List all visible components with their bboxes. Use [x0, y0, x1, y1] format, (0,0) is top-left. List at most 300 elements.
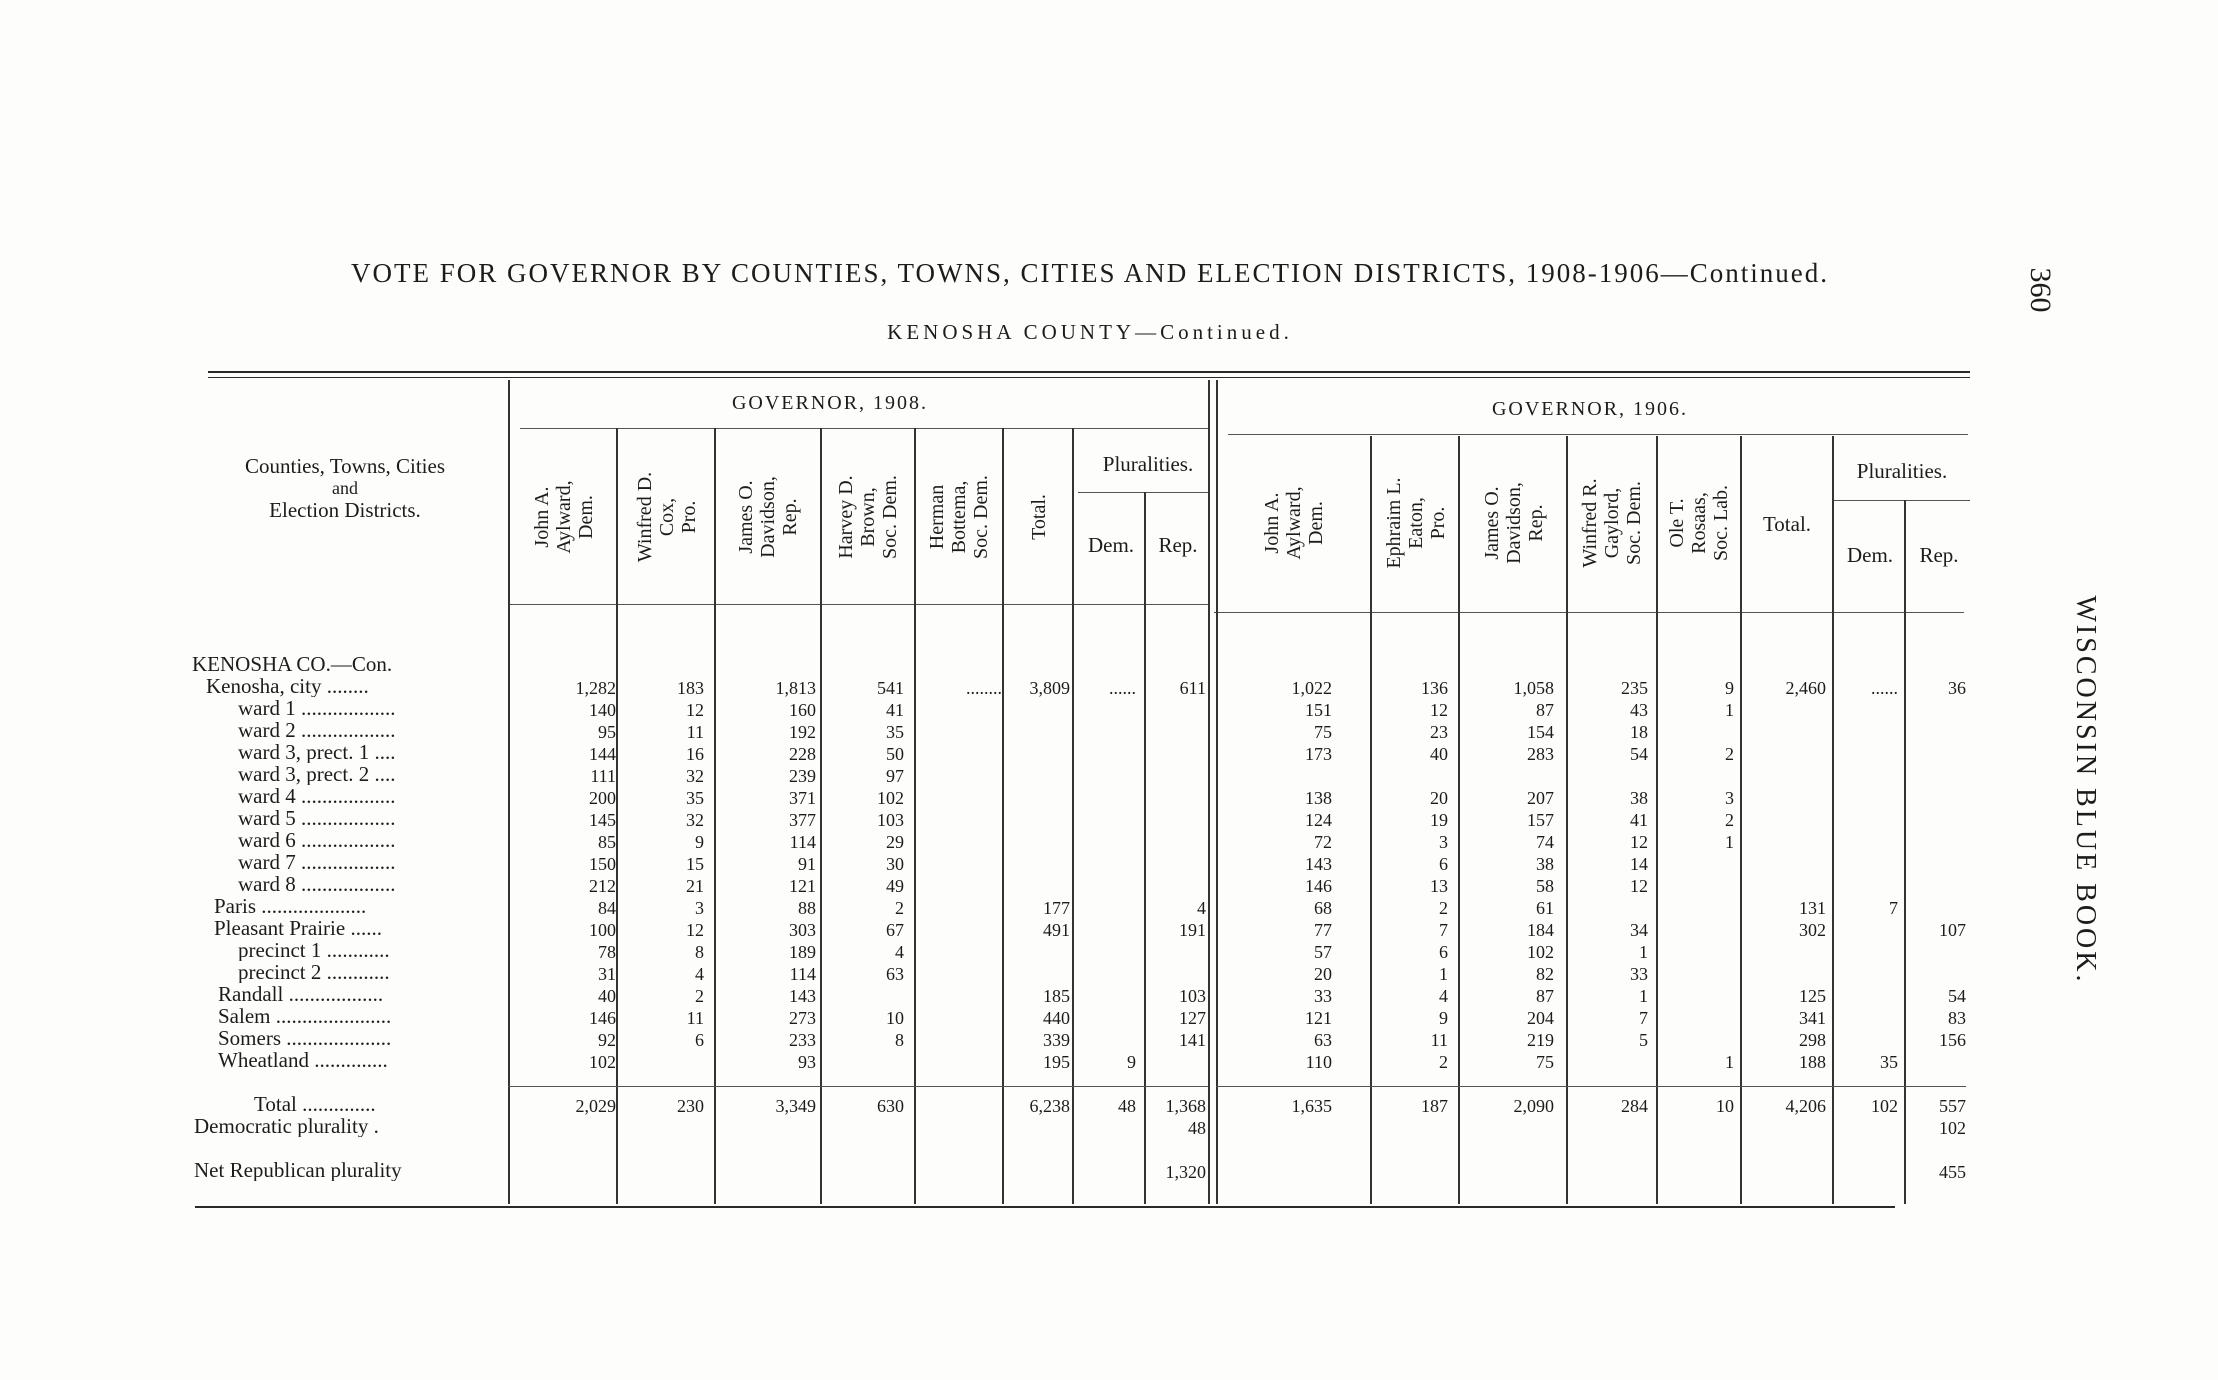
- column-header-1908: [512, 432, 616, 602]
- table-cell: 9: [1439, 1008, 1448, 1028]
- table-cell: 207: [1527, 788, 1554, 808]
- table-cell: [1834, 831, 1898, 853]
- table-cell: 177: [1043, 898, 1070, 918]
- table-cell: [1834, 963, 1898, 985]
- running-head: WISCONSIN BLUE BOOK.: [2070, 595, 2101, 985]
- table-cell: 48: [1118, 1096, 1136, 1116]
- table-cell: [1742, 809, 1826, 831]
- table-cell: [916, 897, 1002, 919]
- table-cell: [916, 721, 1002, 743]
- table-cell: 233: [789, 1030, 816, 1050]
- table-cell: 103: [877, 810, 904, 830]
- table-cell: 6,238: [1029, 1096, 1070, 1116]
- table-cell: [1834, 1161, 1898, 1183]
- table-cell: 1: [1439, 964, 1448, 984]
- table-cell: [1834, 985, 1898, 1007]
- table-cell: 8: [895, 1030, 904, 1050]
- table-cell: 100: [589, 920, 616, 940]
- column-header-1908-line: Dem.: [575, 495, 597, 539]
- stub-header: [195, 455, 495, 521]
- table-cell: [822, 655, 904, 677]
- table-cell: 77: [1314, 920, 1332, 940]
- total-rule: [1216, 1086, 1966, 1087]
- table-cell: 1: [1639, 942, 1648, 962]
- stub-header-line: Election Districts.: [269, 498, 421, 522]
- table-cell: [1454, 1161, 1554, 1183]
- table-cell: 6: [1439, 942, 1448, 962]
- table-cell: [916, 1117, 1002, 1139]
- table-cell: 38: [1630, 788, 1648, 808]
- table-cell: 61: [1536, 898, 1554, 918]
- table-cell: 19: [1430, 810, 1448, 830]
- table-cell: 12: [686, 700, 704, 720]
- table-cell: 67: [886, 920, 904, 940]
- column-header-1906-line: Aylward,: [1283, 486, 1305, 560]
- table-cell: [1834, 941, 1898, 963]
- table-cell: [1834, 875, 1898, 897]
- table-cell: 18: [1630, 722, 1648, 742]
- table-cell: 189: [789, 942, 816, 962]
- column-rule: [508, 380, 510, 1204]
- table-cell: 31: [598, 964, 616, 984]
- table-cell: [1076, 787, 1136, 809]
- table-cell: [1004, 1161, 1070, 1183]
- table-cell: 377: [789, 810, 816, 830]
- column-header-1906: [1568, 438, 1656, 608]
- table-cell: 273: [789, 1008, 816, 1028]
- table-cell: 5: [1639, 1030, 1648, 1050]
- column-header-1906-line: Soc. Dem.: [1623, 481, 1645, 565]
- table-cell: [620, 655, 704, 677]
- table-cell: 156: [1939, 1030, 1966, 1050]
- table-cell: 2: [895, 898, 904, 918]
- table-cell: 68: [1314, 898, 1332, 918]
- column-rule: [1216, 380, 1218, 1204]
- table-cell: 114: [789, 832, 816, 852]
- table-cell: 2,460: [1785, 678, 1826, 698]
- group-header-1908: GOVERNOR, 1908.: [731, 392, 929, 414]
- table-cell: [1834, 699, 1898, 721]
- column-header-1908-line: Herman: [926, 484, 948, 550]
- table-cell: [1834, 809, 1898, 831]
- row-label: Democratic plurality .: [194, 1115, 379, 1137]
- table-cell: [1654, 853, 1734, 875]
- table-cell: [1560, 655, 1648, 677]
- row-label: precinct 2 ............: [238, 961, 390, 983]
- table-cell: [1004, 941, 1070, 963]
- table-cell: [1004, 809, 1070, 831]
- row-label: ward 6 ..................: [238, 829, 396, 851]
- table-cell: 491: [1043, 920, 1070, 940]
- table-cell: 6: [695, 1030, 704, 1050]
- table-cell: [1004, 765, 1070, 787]
- table-cell: [1140, 787, 1206, 809]
- table-cell: [1076, 655, 1136, 677]
- table-cell: 40: [598, 986, 616, 1006]
- column-header-1908-line: Davidson,: [757, 476, 779, 558]
- column-header-1908-line: Harvey D.: [835, 475, 857, 559]
- table-cell: [1906, 875, 1966, 897]
- table-cell: [1834, 743, 1898, 765]
- table-cell: 35: [1880, 1052, 1898, 1072]
- table-cell: [1140, 941, 1206, 963]
- table-cell: 95: [598, 722, 616, 742]
- table-cell: 58: [1536, 876, 1554, 896]
- table-cell: ........: [966, 678, 1002, 698]
- table-cell: 20: [1314, 964, 1332, 984]
- table-cell: 136: [1421, 678, 1448, 698]
- table-cell: [1906, 655, 1966, 677]
- stub-header-line: Counties, Towns, Cities: [245, 454, 445, 478]
- table-cell: 50: [886, 744, 904, 764]
- table-cell: 283: [1527, 744, 1554, 764]
- column-header-1908-line: Brown,: [857, 487, 879, 547]
- table-cell: [1654, 875, 1734, 897]
- table-cell: 1,282: [575, 678, 616, 698]
- table-cell: [1140, 853, 1206, 875]
- table-cell: 146: [589, 1008, 616, 1028]
- column-header-1906-line: Rosaas,: [1688, 492, 1710, 554]
- table-cell: 9: [1725, 678, 1734, 698]
- table-cell: [1220, 1161, 1332, 1183]
- table-cell: 557: [1939, 1096, 1966, 1116]
- table-cell: [1076, 1007, 1136, 1029]
- table-cell: 125: [1799, 986, 1826, 1006]
- column-header-1906-line: James O.: [1481, 486, 1503, 560]
- table-cell: [1004, 1117, 1070, 1139]
- table-cell: 4,206: [1785, 1096, 1826, 1116]
- column-header-1908-line: Pro.: [678, 500, 700, 534]
- table-cell: [822, 1051, 904, 1073]
- table-cell: [1076, 721, 1136, 743]
- table-cell: 97: [886, 766, 904, 786]
- table-cell: 611: [1179, 678, 1206, 698]
- top-rule-2: [208, 377, 1970, 378]
- column-header-1908: [716, 432, 820, 602]
- table-cell: [1140, 831, 1206, 853]
- table-cell: 154: [1527, 722, 1554, 742]
- group-rule-1906: [1228, 434, 1968, 435]
- table-cell: 2: [1439, 898, 1448, 918]
- table-cell: 8: [695, 942, 704, 962]
- table-cell: 2: [1725, 744, 1734, 764]
- table-cell: 7: [1889, 898, 1898, 918]
- table-cell: 88: [798, 898, 816, 918]
- table-cell: 41: [886, 700, 904, 720]
- table-cell: [1076, 853, 1136, 875]
- page-number: 360: [2024, 267, 2057, 313]
- table-cell: 212: [589, 876, 616, 896]
- table-cell: 1: [1725, 832, 1734, 852]
- row-label: precinct 1 ............: [238, 939, 390, 961]
- table-cell: [1654, 1117, 1734, 1139]
- table-cell: [716, 1161, 816, 1183]
- pluralities-header-1906: Pluralities.: [1856, 459, 1948, 483]
- table-cell: [1906, 853, 1966, 875]
- table-cell: [1654, 1161, 1734, 1183]
- column-header-1906-line: Ephraim L.: [1383, 477, 1405, 569]
- table-cell: [916, 853, 1002, 875]
- table-cell: 1,058: [1513, 678, 1554, 698]
- table-cell: [1834, 1029, 1898, 1051]
- table-cell: 12: [1430, 700, 1448, 720]
- table-cell: [1004, 655, 1070, 677]
- table-cell: 195: [1043, 1052, 1070, 1072]
- table-cell: [1140, 963, 1206, 985]
- pluralities-rule-1906: [1834, 500, 1970, 501]
- table-cell: [916, 875, 1002, 897]
- table-cell: [1140, 699, 1206, 721]
- table-cell: [916, 919, 1002, 941]
- table-cell: 48: [1188, 1118, 1206, 1138]
- table-cell: [1742, 941, 1826, 963]
- table-cell: [1906, 1051, 1966, 1073]
- table-cell: 303: [789, 920, 816, 940]
- table-cell: [1004, 963, 1070, 985]
- table-cell: [620, 1051, 704, 1073]
- row-label: Somers ....................: [218, 1027, 392, 1049]
- table-cell: [1906, 941, 1966, 963]
- table-cell: [1742, 655, 1826, 677]
- table-cell: [1834, 765, 1898, 787]
- table-cell: 40: [1430, 744, 1448, 764]
- column-header-1908-line: Aylward,: [553, 480, 575, 554]
- row-label: Randall ..................: [218, 983, 384, 1005]
- table-cell: [1906, 831, 1966, 853]
- table-cell: [1140, 809, 1206, 831]
- stub-header-line: and: [332, 478, 358, 498]
- table-cell: [1742, 787, 1826, 809]
- table-cell: 10: [886, 1008, 904, 1028]
- table-cell: 43: [1630, 700, 1648, 720]
- table-cell: 13: [1430, 876, 1448, 896]
- row-label: ward 4 ..................: [238, 785, 396, 807]
- table-cell: 38: [1536, 854, 1554, 874]
- table-cell: 1,320: [1165, 1162, 1206, 1182]
- table-cell: 102: [1527, 942, 1554, 962]
- table-cell: 2,029: [575, 1096, 616, 1116]
- table-cell: 1,368: [1165, 1096, 1206, 1116]
- table-cell: [1742, 831, 1826, 853]
- table-cell: 219: [1527, 1030, 1554, 1050]
- table-cell: 75: [1536, 1052, 1554, 1072]
- table-cell: 143: [789, 986, 816, 1006]
- table-cell: 339: [1043, 1030, 1070, 1050]
- table-cell: 33: [1630, 964, 1648, 984]
- table-cell: 121: [1305, 1008, 1332, 1028]
- table-cell: [1654, 985, 1734, 1007]
- table-cell: [1340, 1161, 1448, 1183]
- table-cell: [1654, 919, 1734, 941]
- header-bottom-rule-1906: [1214, 612, 1964, 613]
- table-cell: [1654, 1007, 1734, 1029]
- column-header-1908-line: James O.: [735, 480, 757, 554]
- table-cell: 4: [695, 964, 704, 984]
- table-cell: [1004, 831, 1070, 853]
- table-cell: [1454, 765, 1554, 787]
- total-rule: [508, 1086, 1208, 1087]
- row-label: Wheatland ..............: [218, 1049, 388, 1071]
- table-cell: 6: [1439, 854, 1448, 874]
- table-cell: 41: [1630, 810, 1648, 830]
- table-cell: [1076, 919, 1136, 941]
- table-cell: [1906, 787, 1966, 809]
- table-cell: 63: [886, 964, 904, 984]
- table-cell: [1454, 655, 1554, 677]
- table-cell: 102: [589, 1052, 616, 1072]
- table-cell: 239: [789, 766, 816, 786]
- table-cell: 20: [1430, 788, 1448, 808]
- table-cell: [1076, 963, 1136, 985]
- column-header-1908-line: Total.: [1028, 494, 1050, 540]
- table-cell: 188: [1799, 1052, 1826, 1072]
- column-header-1908-line: Rep.: [779, 498, 801, 536]
- table-cell: 84: [598, 898, 616, 918]
- table-cell: 160: [789, 700, 816, 720]
- table-cell: 298: [1799, 1030, 1826, 1050]
- column-header-1908-line: Soc. Dem.: [879, 475, 901, 559]
- table-cell: [1340, 765, 1448, 787]
- table-cell: 2: [1725, 810, 1734, 830]
- page-subtitle: KENOSHA COUNTY—Continued.: [887, 320, 1293, 344]
- table-cell: 7: [1439, 920, 1448, 940]
- row-label: Salem ......................: [218, 1005, 392, 1027]
- table-cell: 32: [686, 766, 704, 786]
- table-cell: 341: [1799, 1008, 1826, 1028]
- table-cell: 1,022: [1291, 678, 1332, 698]
- table-cell: 63: [1314, 1030, 1332, 1050]
- table-cell: [1834, 919, 1898, 941]
- table-cell: 9: [695, 832, 704, 852]
- table-cell: [1220, 655, 1332, 677]
- table-cell: [620, 1117, 704, 1139]
- table-cell: 2: [1439, 1052, 1448, 1072]
- pluralities-header-1908: Pluralities.: [1102, 452, 1194, 476]
- table-cell: [1560, 1161, 1648, 1183]
- row-label: ward 7 ..................: [238, 851, 396, 873]
- table-cell: [1834, 1007, 1898, 1029]
- column-rule: [1208, 380, 1210, 1204]
- table-cell: [1076, 743, 1136, 765]
- table-cell: 183: [677, 678, 704, 698]
- table-cell: [1076, 985, 1136, 1007]
- table-cell: 151: [1305, 700, 1332, 720]
- table-cell: [1076, 1117, 1136, 1139]
- row-label: ward 5 ..................: [238, 807, 396, 829]
- column-header-1906: [1658, 438, 1740, 608]
- table-cell: [916, 1161, 1002, 1183]
- table-cell: 83: [1948, 1008, 1966, 1028]
- table-cell: [1076, 809, 1136, 831]
- row-label: ward 2 ..................: [238, 719, 396, 741]
- table-cell: 12: [1630, 876, 1648, 896]
- table-cell: 92: [598, 1030, 616, 1050]
- column-rule: [1072, 428, 1074, 1204]
- table-cell: [1340, 655, 1448, 677]
- column-header-1908: [620, 432, 714, 602]
- table-cell: [1076, 1161, 1136, 1183]
- table-cell: 150: [589, 854, 616, 874]
- table-cell: 110: [1305, 1052, 1332, 1072]
- table-cell: [716, 1117, 816, 1139]
- column-header-1908-line: John A.: [531, 486, 553, 548]
- table-cell: [916, 1051, 1002, 1073]
- table-cell: 102: [1871, 1096, 1898, 1116]
- table-cell: [1076, 1029, 1136, 1051]
- table-cell: 15: [686, 854, 704, 874]
- row-label: KENOSHA CO.—Con.: [192, 653, 393, 675]
- table-cell: [1834, 787, 1898, 809]
- table-cell: [1004, 743, 1070, 765]
- table-cell: 184: [1527, 920, 1554, 940]
- table-cell: 29: [886, 832, 904, 852]
- table-cell: [1834, 655, 1898, 677]
- table-cell: [1560, 1117, 1648, 1139]
- table-cell: [916, 963, 1002, 985]
- table-cell: [1906, 721, 1966, 743]
- table-cell: 36: [1948, 678, 1966, 698]
- table-cell: 87: [1536, 986, 1554, 1006]
- page-title: VOTE FOR GOVERNOR BY COUNTIES, TOWNS, CITIES AND ELECTION DISTRICTS, 1908-1906—Continued.: [351, 258, 1829, 288]
- table-cell: [1340, 1117, 1448, 1139]
- table-cell: [1742, 853, 1826, 875]
- table-cell: 10: [1716, 1096, 1734, 1116]
- table-cell: [620, 1161, 704, 1183]
- table-cell: [1654, 655, 1734, 677]
- column-header-1906-line: Gaylord,: [1601, 487, 1623, 559]
- table-cell: [1742, 875, 1826, 897]
- table-cell: 235: [1621, 678, 1648, 698]
- table-cell: 1,813: [775, 678, 816, 698]
- table-cell: [1742, 765, 1826, 787]
- table-cell: [1560, 897, 1648, 919]
- table-cell: 1: [1725, 1052, 1734, 1072]
- table-cell: [1560, 1051, 1648, 1073]
- table-cell: 284: [1621, 1096, 1648, 1116]
- table-cell: [1076, 699, 1136, 721]
- table-cell: 185: [1043, 986, 1070, 1006]
- table-cell: 87: [1536, 700, 1554, 720]
- row-label: Kenosha, city ........: [206, 675, 369, 697]
- pluralities-rule-1908: [1078, 492, 1208, 493]
- table-cell: [1076, 765, 1136, 787]
- table-cell: 2,090: [1513, 1096, 1554, 1116]
- table-cell: [916, 765, 1002, 787]
- table-cell: [1834, 853, 1898, 875]
- row-label: ward 1 ..................: [238, 697, 396, 719]
- table-cell: 3: [1725, 788, 1734, 808]
- table-cell: 145: [589, 810, 616, 830]
- table-cell: [1654, 721, 1734, 743]
- table-cell: [916, 1095, 1002, 1117]
- column-header-1906-line: Pro.: [1427, 506, 1449, 540]
- column-header-1908-line: Cox,: [656, 497, 678, 537]
- bottom-rule: [195, 1206, 1895, 1208]
- table-cell: 455: [1939, 1162, 1966, 1182]
- table-cell: 11: [1430, 1030, 1448, 1050]
- table-cell: 11: [686, 722, 704, 742]
- column-header-1908-line: Winfred D.: [634, 471, 656, 563]
- column-header-1908: [916, 432, 1002, 602]
- table-cell: [1004, 699, 1070, 721]
- table-cell: [1654, 897, 1734, 919]
- table-cell: 54: [1948, 986, 1966, 1006]
- column-header-1908-line: Soc. Dem.: [970, 475, 992, 559]
- table-cell: 30: [886, 854, 904, 874]
- table-cell: 3: [695, 898, 704, 918]
- table-cell: [1004, 787, 1070, 809]
- table-cell: [822, 1161, 904, 1183]
